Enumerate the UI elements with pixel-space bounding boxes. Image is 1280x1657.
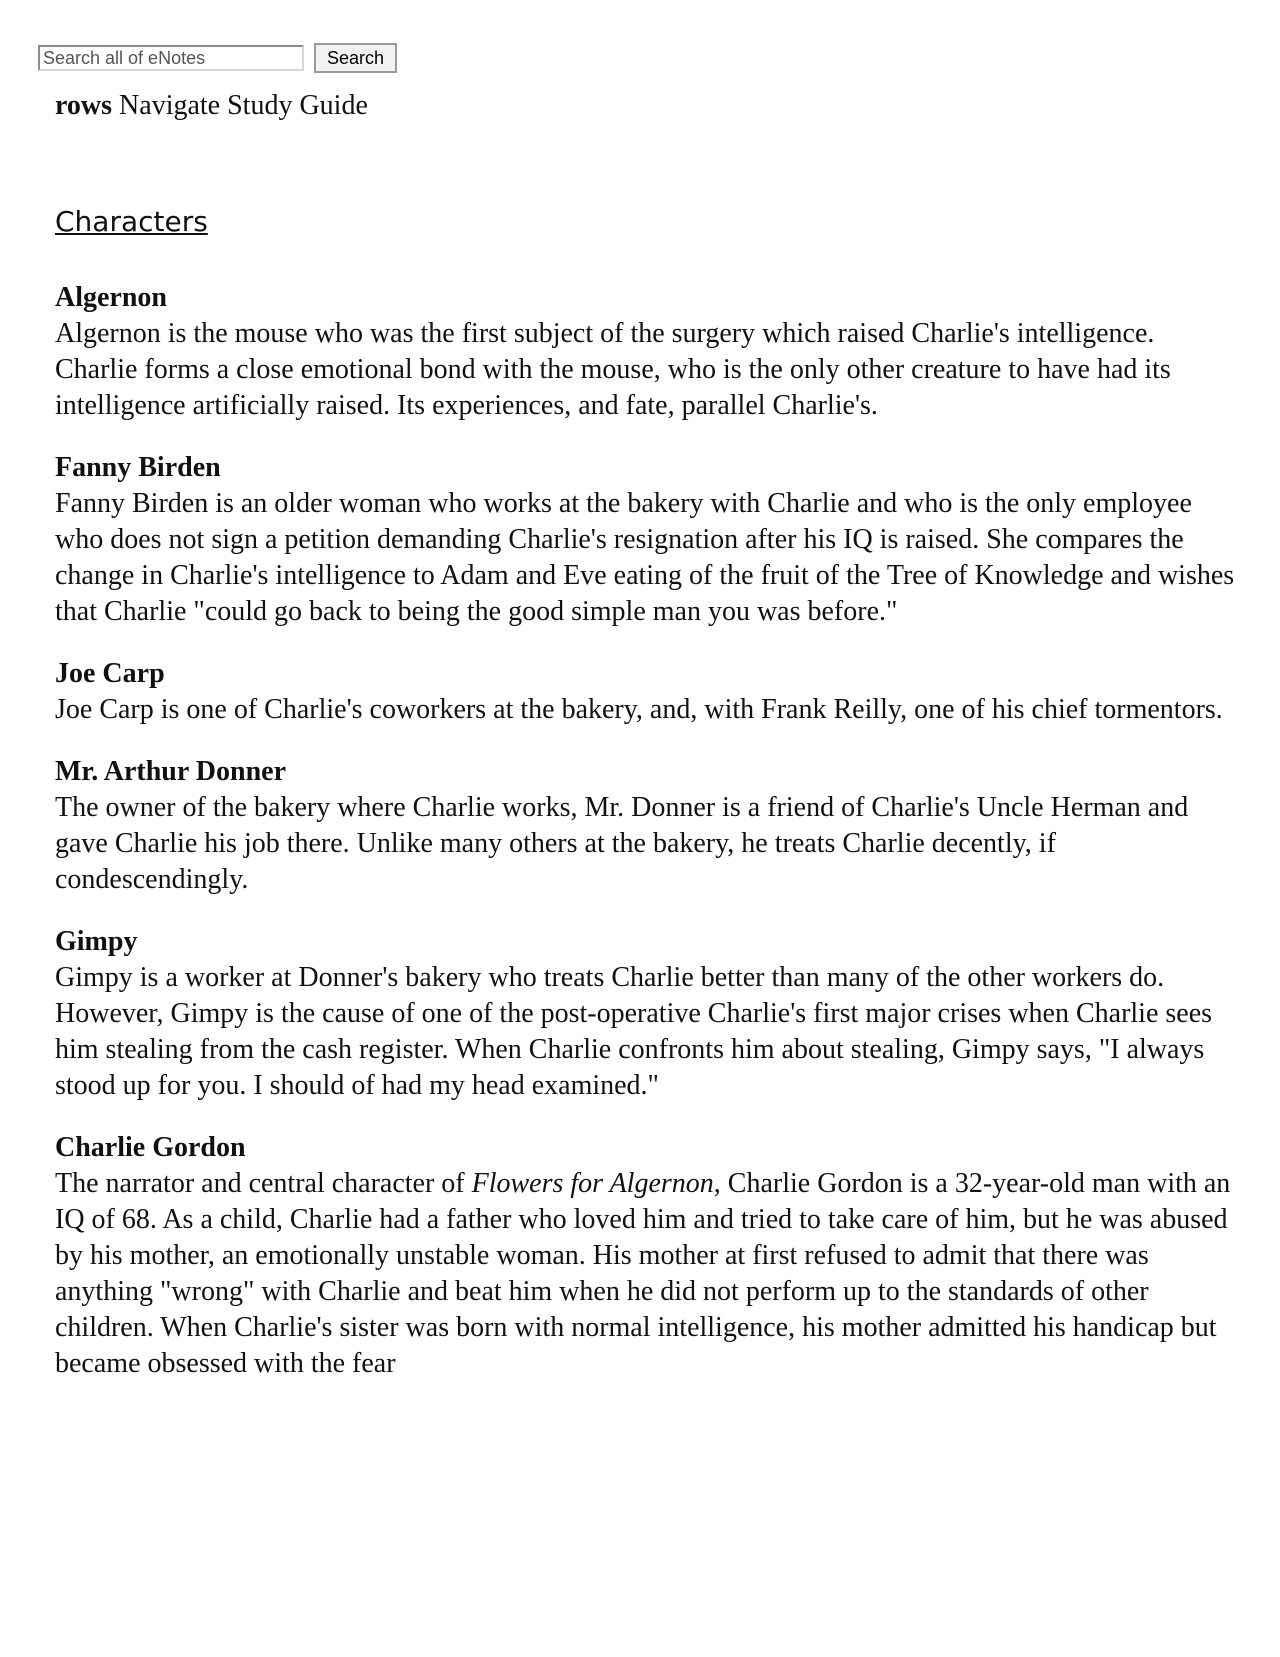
character-entry (55, 450, 1235, 630)
character-entry (55, 924, 1235, 1104)
nav-prefix: rows (55, 90, 113, 121)
search-bar (38, 43, 397, 73)
section-title[interactable]: Characters (55, 205, 208, 238)
search-input[interactable] (38, 45, 304, 71)
book-title: Flowers for Algernon (471, 1168, 714, 1199)
character-description: Fanny Birden is an older woman who works at the bakery with Charlie and who is the only employee who does not sign a petition demanding Charlie's resignation after his IQ is raised. She compares the change in Charlie's intelligence to Adam and Eve eating of the fruit of the Tree of Knowledge and wishes that Charlie "could go back to being the good simple man you was before." (55, 488, 1235, 627)
character-name: Algernon (55, 282, 167, 313)
character-description: Algernon is the mouse who was the first subject of the surgery which raised Charlie's intelligence. Charlie forms a close emotional bond with the mouse, who is the only other creature to have had its intelligence artificially raised. Its experiences, and fate, parallel Charlie's. (55, 318, 1171, 421)
nav-label[interactable]: Navigate Study Guide (119, 90, 368, 121)
character-name: Mr. Arthur Donner (55, 756, 286, 787)
description-text: The narrator and central character of (55, 1168, 472, 1199)
study-guide-nav[interactable] (55, 88, 368, 124)
description-text: , Charlie Gordon is a 32-year-old man with an IQ of 68. As a child, Charlie had a father who loved him and tried to take care of him, but he was abused by his mother, an emotionally unstable woman. His mother at first refused to admit that there was anything "wrong" with Charlie and beat him when he did not perform up to the standards of other children. When Charlie's sister was born with normal intelligence, his mother admitted his handicap but became obsessed with the fear (55, 1168, 1231, 1379)
character-name: Charlie Gordon (55, 1132, 246, 1163)
character-description: Gimpy is a worker at Donner's bakery who treats Charlie better than many of the other workers do. However, Gimpy is the cause of one of the post-operative Charlie's first major crises when Charlie sees him stealing from the cash register. When Charlie confronts him about stealing, Gimpy says, "I always stood up for you. I should of had my head examined." (55, 962, 1213, 1101)
character-name: Fanny Birden (55, 452, 221, 483)
search-button[interactable]: Search (314, 43, 397, 73)
character-description (55, 1166, 1235, 1382)
character-entry (55, 1130, 1235, 1382)
character-description: Joe Carp is one of Charlie's coworkers at the bakery, and, with Frank Reilly, one of his chief tormentors. (55, 694, 1223, 725)
character-name: Gimpy (55, 926, 138, 957)
character-description: The owner of the bakery where Charlie works, Mr. Donner is a friend of Charlie's Uncle Herman and gave Charlie his job there. Unlike many others at the bakery, he treats Charlie decently, if condescendingly. (55, 792, 1189, 895)
character-entry (55, 754, 1235, 898)
character-name: Joe Carp (55, 658, 165, 689)
character-entry (55, 656, 1235, 728)
character-entry (55, 280, 1235, 424)
character-list (55, 280, 1235, 1408)
